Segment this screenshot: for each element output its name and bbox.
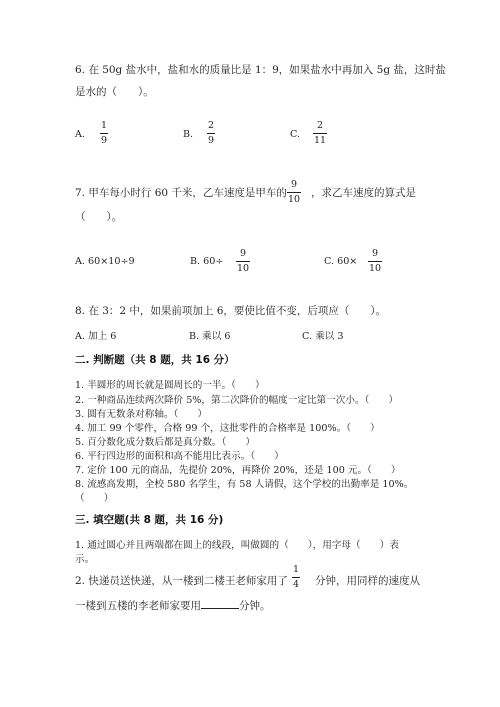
- fill-q2-line2: [75, 598, 271, 613]
- fraction-denominator: 4: [293, 578, 300, 590]
- fraction-denominator: 10: [369, 262, 382, 274]
- fill-q2-fraction: [292, 565, 300, 589]
- fraction-denominator: 10: [288, 193, 301, 205]
- judge-item-5: 5. 百分数化成分数后都是真分数。（ ）: [75, 437, 256, 448]
- fraction-numerator: 2: [208, 120, 215, 131]
- judge-item-2: 2. 一种商品连续两次降价 5%，第二次降价的幅度一定比第一次小。（ ）: [75, 395, 399, 406]
- fill-q2-prefix: 2. 快递员送快递，从一楼到二楼王老师家用了: [75, 575, 288, 587]
- judge-item-7: 7. 定价 100 元的商品，先提价 20%，再降价 20%，还是 100 元。（ ）: [75, 465, 401, 476]
- judge-item-8: 8. 流感高发期，全校 580 名学生，有 58 人请假，这个学校的出勤率是 10%。: [75, 479, 414, 490]
- fraction-denominator: 10: [237, 262, 250, 274]
- q8-option-b[interactable]: B. 乘以 6: [189, 331, 231, 342]
- q7-fraction: [287, 180, 301, 204]
- fraction-numerator: 1: [101, 120, 108, 131]
- fraction-denominator: 9: [101, 134, 108, 146]
- fraction-numerator: 2: [317, 120, 324, 131]
- fraction-numerator: 1: [293, 564, 300, 575]
- fraction-denominator: 9: [208, 134, 215, 146]
- fill-q1-line2: 示。: [75, 554, 95, 565]
- fraction-denominator: 11: [314, 134, 327, 146]
- fill-q2-suffix: 分钟，用同样的速度从: [315, 575, 420, 587]
- q6-line1: 6. 在 50g 盐水中，盐和水的质量比是 1：9，如果盐水中再加入 5g 盐，这时盐: [75, 64, 446, 76]
- fill-q2-line2-suffix: 分钟。: [239, 600, 271, 612]
- fraction-numerator: 9: [240, 248, 247, 259]
- section2-title: 二. 判断题（共 8 题，共 16 分）: [75, 354, 235, 366]
- q7-option-a[interactable]: A. 60×10÷9: [75, 256, 135, 267]
- fraction-numerator: 9: [291, 179, 298, 190]
- q7-option-c-label[interactable]: C. 60×: [324, 256, 358, 267]
- judge-item-3: 3. 圆有无数条对称轴。（ ）: [75, 409, 208, 420]
- q7-line1-suffix: ，求乙车速度的算式是: [311, 187, 416, 199]
- q8-line1: 8. 在 3：2 中，如果前项加上 6，要使比值不变，后项应（ ）。: [75, 305, 387, 317]
- fill-q2-line2-prefix: 一楼到五楼的李老师家要用: [75, 600, 201, 612]
- fill-q1-line1: 1. 通过圆心并且两端都在圆上的线段，叫做圆的（ ），用字母（ ）表: [75, 540, 399, 551]
- q7-option-b-label[interactable]: B. 60÷: [190, 256, 224, 267]
- judge-item-8-cont: （ ）: [75, 493, 114, 504]
- q6-option-b-fraction[interactable]: [207, 121, 215, 145]
- q7-line2: （ ）。: [75, 211, 123, 223]
- q7-option-b-fraction[interactable]: [236, 249, 250, 273]
- q6-line2: 是水的（ ）。: [75, 86, 154, 98]
- q6-option-b-label[interactable]: B.: [183, 129, 194, 140]
- q6-option-a-fraction[interactable]: [100, 121, 108, 145]
- q8-option-a[interactable]: A. 加上 6: [75, 331, 117, 342]
- q7-option-c-fraction[interactable]: [368, 249, 382, 273]
- section3-title: 三. 填空题(共 8 题，共 16 分): [75, 514, 224, 526]
- q6-option-a-label[interactable]: A.: [75, 129, 85, 140]
- judge-item-6: 6. 平行四边形的面积和高不能用比表示。（ ）: [75, 451, 284, 462]
- judge-item-4: 4. 加工 99 个零件，合格 99 个，这批零件的合格率是 100%。（ ）: [75, 423, 380, 434]
- q6-option-c-label[interactable]: C.: [290, 129, 301, 140]
- q6-option-c-fraction[interactable]: [313, 121, 327, 145]
- fraction-numerator: 9: [372, 248, 379, 259]
- judge-item-1: 1. 半圆形的周长就是圆周长的一半。（ ）: [75, 380, 265, 391]
- answer-blank[interactable]: [201, 598, 239, 609]
- q7-line1-prefix: 7. 甲车每小时行 60 千米，乙车速度是甲车的: [75, 187, 287, 199]
- q8-option-c[interactable]: C. 乘以 3: [302, 331, 344, 342]
